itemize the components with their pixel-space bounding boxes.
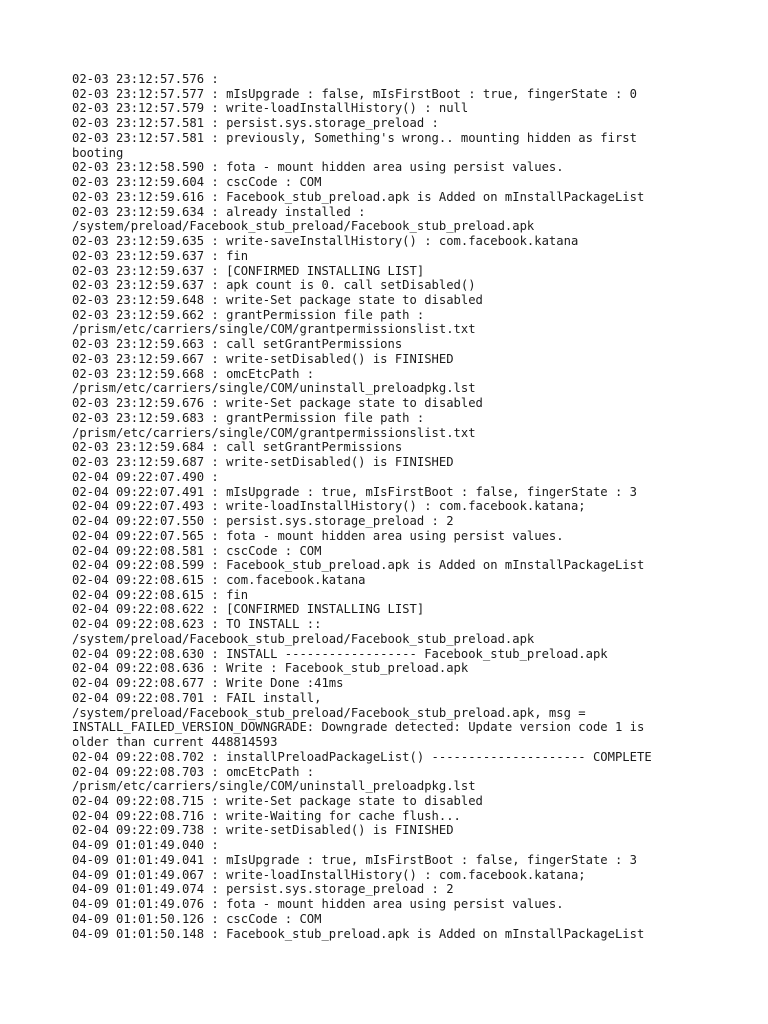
log-line: 02-04 09:22:08.615 : com.facebook.katana <box>72 572 366 587</box>
log-line: 02-03 23:12:59.634 : already installed : <box>72 204 366 219</box>
log-line: 02-03 23:12:59.635 : write-saveInstallHistory() : com.facebook.katana <box>72 234 579 249</box>
log-line: 02-03 23:12:59.616 : Facebook_stub_preload.apk is Added on mInstallPackageList <box>72 189 645 204</box>
log-line: 02-03 23:12:57.581 : persist.sys.storage_preload : <box>72 116 439 131</box>
log-line: 02-04 09:22:08.701 : FAIL install, <box>72 690 322 705</box>
log-line: 02-04 09:22:08.622 : [CONFIRMED INSTALLING LIST] <box>72 602 425 617</box>
log-line: 02-04 09:22:08.716 : write-Waiting for cache flush... <box>72 808 461 823</box>
log-line: 04-09 01:01:50.148 : Facebook_stub_preload.apk is Added on mInstallPackageList <box>72 926 645 941</box>
log-line: 02-03 23:12:59.662 : grantPermission file path : <box>72 307 425 322</box>
log-line: /prism/etc/carriers/single/COM/grantpermissionslist.txt <box>72 425 476 440</box>
log-line: 02-03 23:12:58.590 : fota - mount hidden area using persist values. <box>72 160 564 175</box>
log-line: 02-04 09:22:08.581 : cscCode : COM <box>72 543 322 558</box>
log-line: 02-04 09:22:07.491 : mIsUpgrade : true, mIsFirstBoot : false, fingerState : 3 <box>72 484 637 499</box>
log-line: 04-09 01:01:49.074 : persist.sys.storage_preload : 2 <box>72 882 454 897</box>
log-line: booting <box>72 145 124 160</box>
log-line: 02-04 09:22:08.623 : TO INSTALL :: <box>72 617 322 632</box>
log-line: /system/preload/Facebook_stub_preload/Facebook_stub_preload.apk <box>72 631 535 646</box>
log-line: INSTALL_FAILED_VERSION_DOWNGRADE: Downgrade detected: Update version code 1 is <box>72 720 645 735</box>
log-line: 02-03 23:12:59.663 : call setGrantPermissions <box>72 337 403 352</box>
log-line: 02-03 23:12:59.637 : fin <box>72 248 249 263</box>
log-line: 02-04 09:22:08.715 : write-Set package state to disabled <box>72 793 483 808</box>
log-line: 02-03 23:12:59.637 : [CONFIRMED INSTALLING LIST] <box>72 263 425 278</box>
log-line: 04-09 01:01:49.041 : mIsUpgrade : true, mIsFirstBoot : false, fingerState : 3 <box>72 852 637 867</box>
log-text-block <box>72 72 692 941</box>
log-line: 02-03 23:12:59.687 : write-setDisabled() is FINISHED <box>72 455 454 470</box>
log-line: 04-09 01:01:50.126 : cscCode : COM <box>72 911 322 926</box>
log-line: /prism/etc/carriers/single/COM/grantpermissionslist.txt <box>72 322 476 337</box>
log-line: /prism/etc/carriers/single/COM/uninstall_preloadpkg.lst <box>72 779 476 794</box>
log-line: 02-03 23:12:57.577 : mIsUpgrade : false, mIsFirstBoot : true, fingerState : 0 <box>72 86 637 101</box>
log-line: 02-04 09:22:09.738 : write-setDisabled() is FINISHED <box>72 823 454 838</box>
log-line: /prism/etc/carriers/single/COM/uninstall_preloadpkg.lst <box>72 381 476 396</box>
log-line: 02-03 23:12:59.604 : cscCode : COM <box>72 175 322 190</box>
log-line: /system/preload/Facebook_stub_preload/Facebook_stub_preload.apk, msg = <box>72 705 586 720</box>
log-line: 02-03 23:12:59.684 : call setGrantPermissions <box>72 440 403 455</box>
log-line: 02-04 09:22:08.630 : INSTALL ------------------ Facebook_stub_preload.apk <box>72 646 608 661</box>
log-line: 02-03 23:12:59.667 : write-setDisabled() is FINISHED <box>72 351 454 366</box>
log-line: 04-09 01:01:49.040 : <box>72 838 219 853</box>
log-line: 02-03 23:12:59.648 : write-Set package state to disabled <box>72 293 483 308</box>
log-line: 02-04 09:22:08.702 : installPreloadPackageList() --------------------- COMPLETE <box>72 749 652 764</box>
log-line: 02-03 23:12:59.668 : omcEtcPath : <box>72 366 315 381</box>
log-line: 04-09 01:01:49.076 : fota - mount hidden area using persist values. <box>72 897 564 912</box>
log-line: 02-04 09:22:08.599 : Facebook_stub_preload.apk is Added on mInstallPackageList <box>72 558 645 573</box>
log-line: 02-03 23:12:59.683 : grantPermission file path : <box>72 410 425 425</box>
log-line: 02-04 09:22:08.703 : omcEtcPath : <box>72 764 315 779</box>
log-line: 02-03 23:12:57.579 : write-loadInstallHistory() : null <box>72 101 469 116</box>
log-line: 04-09 01:01:49.067 : write-loadInstallHistory() : com.facebook.katana; <box>72 867 586 882</box>
log-line: older than current 448814593 <box>72 735 278 750</box>
log-line: 02-04 09:22:08.677 : Write Done :41ms <box>72 676 344 691</box>
log-line: 02-04 09:22:07.550 : persist.sys.storage_preload : 2 <box>72 514 454 529</box>
log-line: /system/preload/Facebook_stub_preload/Facebook_stub_preload.apk <box>72 219 535 234</box>
log-line: 02-04 09:22:08.615 : fin <box>72 587 249 602</box>
log-line: 02-04 09:22:08.636 : Write : Facebook_stub_preload.apk <box>72 661 469 676</box>
log-line: 02-03 23:12:57.576 : <box>72 72 219 86</box>
log-line: 02-03 23:12:59.637 : apk count is 0. call setDisabled() <box>72 278 476 293</box>
log-line: 02-03 23:12:59.676 : write-Set package state to disabled <box>72 396 483 411</box>
log-line: 02-04 09:22:07.565 : fota - mount hidden area using persist values. <box>72 528 564 543</box>
log-line: 02-04 09:22:07.493 : write-loadInstallHistory() : com.facebook.katana; <box>72 499 586 514</box>
log-line: 02-04 09:22:07.490 : <box>72 469 219 484</box>
log-line: 02-03 23:12:57.581 : previously, Something's wrong.. mounting hidden as first <box>72 130 637 145</box>
